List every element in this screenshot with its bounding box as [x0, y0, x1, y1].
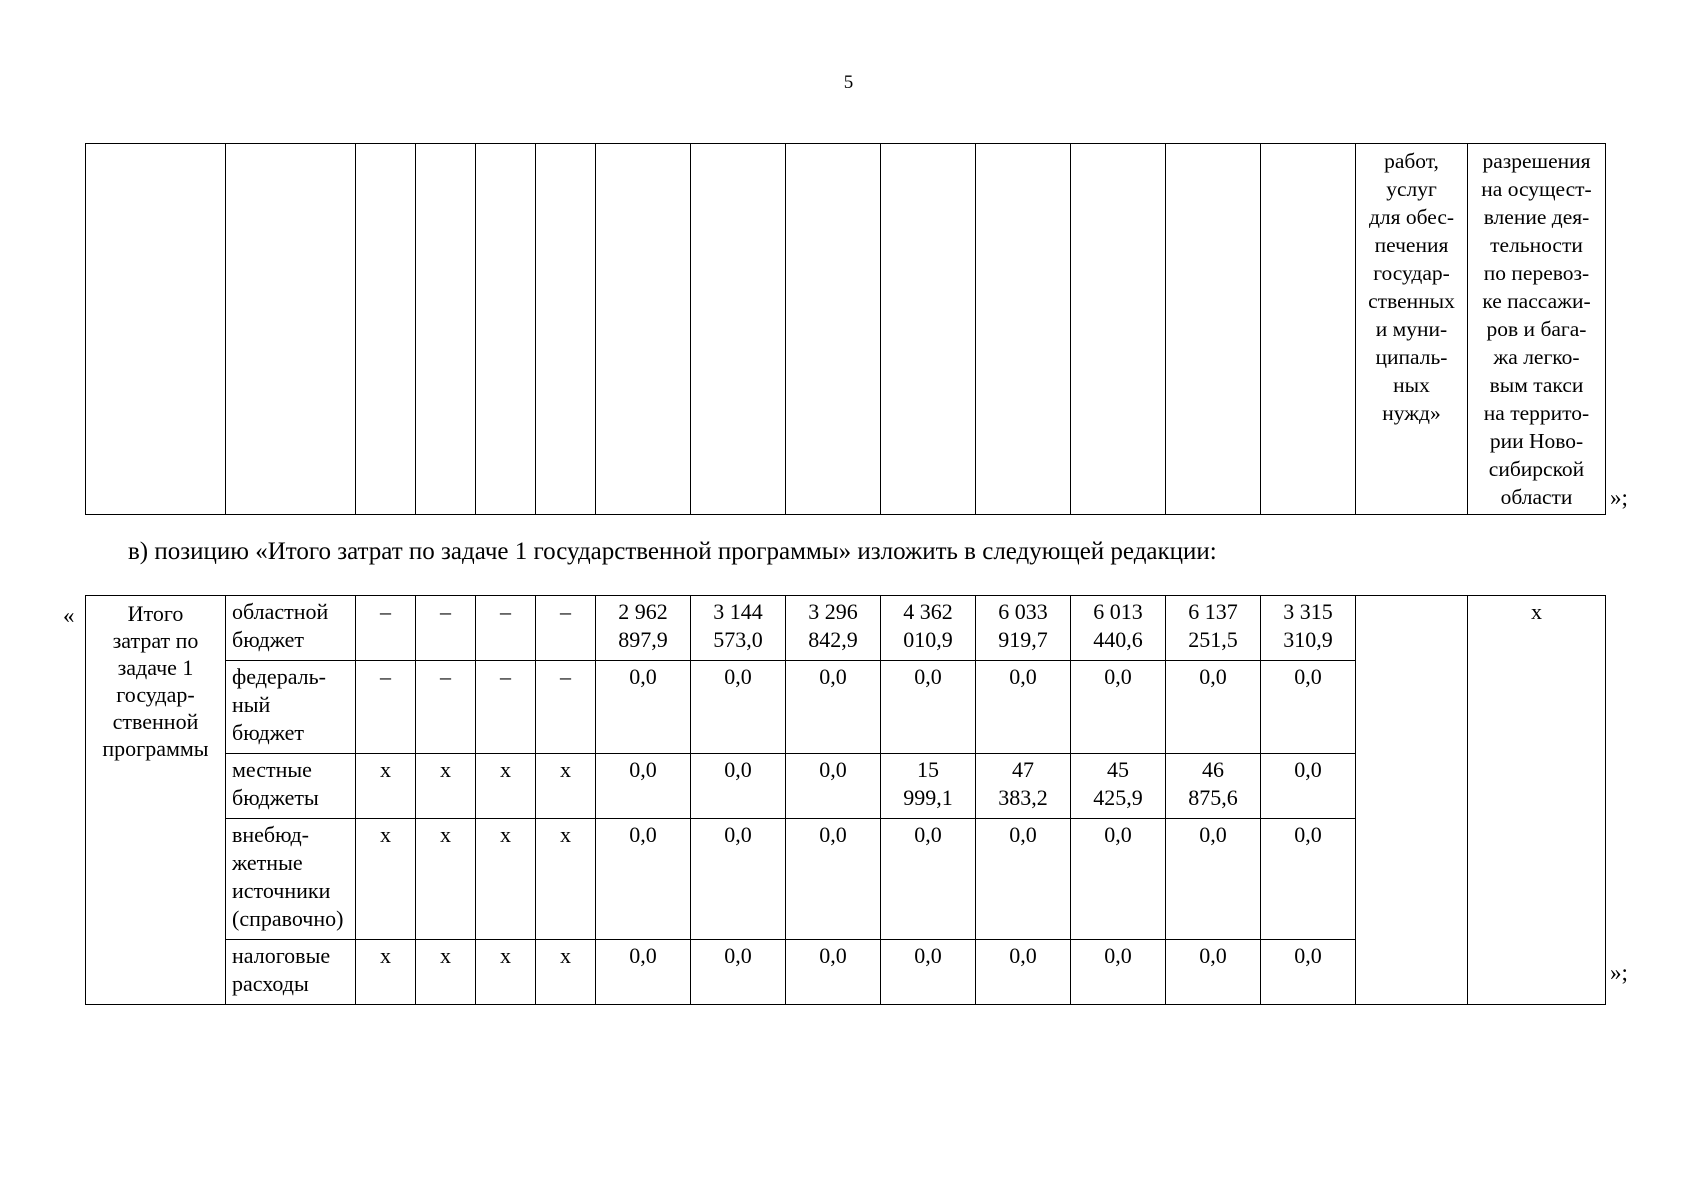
value-cell: 0,0: [1071, 819, 1166, 940]
value-cell: x: [356, 940, 416, 1005]
value-cell: –: [536, 661, 596, 754]
value-cell: 3 144 573,0: [691, 596, 786, 661]
value-cell: 0,0: [976, 940, 1071, 1005]
value-cell: 6 033 919,7: [976, 596, 1071, 661]
value-cell: 0,0: [596, 661, 691, 754]
amendment-paragraph: в) позицию «Итого затрат по задаче 1 государственной программы» изложить в следующей редакции:: [128, 538, 1217, 565]
table-row: [86, 596, 1606, 661]
value-cell: 0,0: [881, 819, 976, 940]
empty-cell: [1166, 144, 1261, 515]
value-cell: 0,0: [1261, 754, 1356, 819]
value-cell: 0,0: [691, 940, 786, 1005]
value-cell: x: [536, 754, 596, 819]
empty-cell: [226, 144, 356, 515]
value-cell: –: [536, 596, 596, 661]
value-cell: 0,0: [596, 940, 691, 1005]
value-cell: 0,0: [976, 661, 1071, 754]
empty-cell: [86, 144, 226, 515]
page-number: 5: [843, 72, 854, 93]
continuation-table: [85, 143, 1606, 515]
value-cell: x: [536, 819, 596, 940]
value-cell: 0,0: [1071, 940, 1166, 1005]
empty-cell: [1356, 596, 1468, 1005]
row-group-title: Итого затрат по задаче 1 государ- ственной программы: [86, 596, 226, 1005]
value-cell: x: [476, 940, 536, 1005]
value-cell: x: [416, 754, 476, 819]
value-cell: 0,0: [786, 661, 881, 754]
value-cell: 6 137 251,5: [1166, 596, 1261, 661]
empty-cell: [1261, 144, 1356, 515]
value-cell: x: [356, 754, 416, 819]
empty-cell: [976, 144, 1071, 515]
funding-source-label: областной бюджет: [226, 596, 356, 661]
value-cell: 0,0: [881, 661, 976, 754]
closing-quote: »;: [1610, 485, 1628, 510]
value-cell: 4 362 010,9: [881, 596, 976, 661]
value-cell: 0,0: [1261, 940, 1356, 1005]
value-cell: –: [356, 596, 416, 661]
value-cell: –: [416, 661, 476, 754]
value-cell: x: [416, 940, 476, 1005]
value-cell: 0,0: [691, 754, 786, 819]
value-cell: 0,0: [1166, 940, 1261, 1005]
value-cell: 0,0: [1261, 661, 1356, 754]
empty-cell: [786, 144, 881, 515]
value-cell: –: [476, 661, 536, 754]
value-cell: 15 999,1: [881, 754, 976, 819]
value-cell: 0,0: [596, 819, 691, 940]
value-cell: 46 875,6: [1166, 754, 1261, 819]
value-cell: 0,0: [691, 819, 786, 940]
value-cell: 6 013 440,6: [1071, 596, 1166, 661]
value-cell: –: [416, 596, 476, 661]
value-cell: 0,0: [976, 819, 1071, 940]
empty-cell: [691, 144, 786, 515]
value-cell: x: [476, 819, 536, 940]
continuation-text-procurement: работ, услуг для обес- печения государ- ственных и муни- ципаль- ных нужд»: [1356, 144, 1468, 515]
empty-cell: [536, 144, 596, 515]
value-cell: 0,0: [881, 940, 976, 1005]
value-cell: 2 962 897,9: [596, 596, 691, 661]
value-cell: x: [356, 819, 416, 940]
last-column-cell: x: [1468, 596, 1606, 1005]
closing-quote-2: »;: [1610, 960, 1628, 985]
empty-cell: [1071, 144, 1166, 515]
value-cell: 3 296 842,9: [786, 596, 881, 661]
funding-source-label: налоговые расходы: [226, 940, 356, 1005]
value-cell: 0,0: [691, 661, 786, 754]
value-cell: 0,0: [786, 940, 881, 1005]
value-cell: –: [356, 661, 416, 754]
value-cell: 0,0: [786, 819, 881, 940]
funding-source-label: местные бюджеты: [226, 754, 356, 819]
value-cell: –: [476, 596, 536, 661]
value-cell: 0,0: [786, 754, 881, 819]
value-cell: 3 315 310,9: [1261, 596, 1356, 661]
value-cell: x: [476, 754, 536, 819]
value-cell: 0,0: [596, 754, 691, 819]
opening-quote: «: [63, 603, 75, 628]
empty-cell: [476, 144, 536, 515]
value-cell: 0,0: [1166, 819, 1261, 940]
value-cell: 0,0: [1071, 661, 1166, 754]
value-cell: 47 383,2: [976, 754, 1071, 819]
value-cell: 0,0: [1166, 661, 1261, 754]
funding-source-label: федераль- ный бюджет: [226, 661, 356, 754]
value-cell: x: [536, 940, 596, 1005]
empty-cell: [356, 144, 416, 515]
empty-cell: [416, 144, 476, 515]
empty-cell: [596, 144, 691, 515]
funding-source-label: внебюд- жетные источники (справочно): [226, 819, 356, 940]
continuation-text-taxi-permit: разрешения на осущест- вление дея- тельности по перевоз- ке пассажи- ров и бага- жа легко- вым такси на террито- рии Ново- сибирской области: [1468, 144, 1606, 515]
value-cell: x: [416, 819, 476, 940]
value-cell: 45 425,9: [1071, 754, 1166, 819]
value-cell: 0,0: [1261, 819, 1356, 940]
continuation-row: [86, 144, 1606, 515]
empty-cell: [881, 144, 976, 515]
total-costs-table: [85, 595, 1606, 1005]
